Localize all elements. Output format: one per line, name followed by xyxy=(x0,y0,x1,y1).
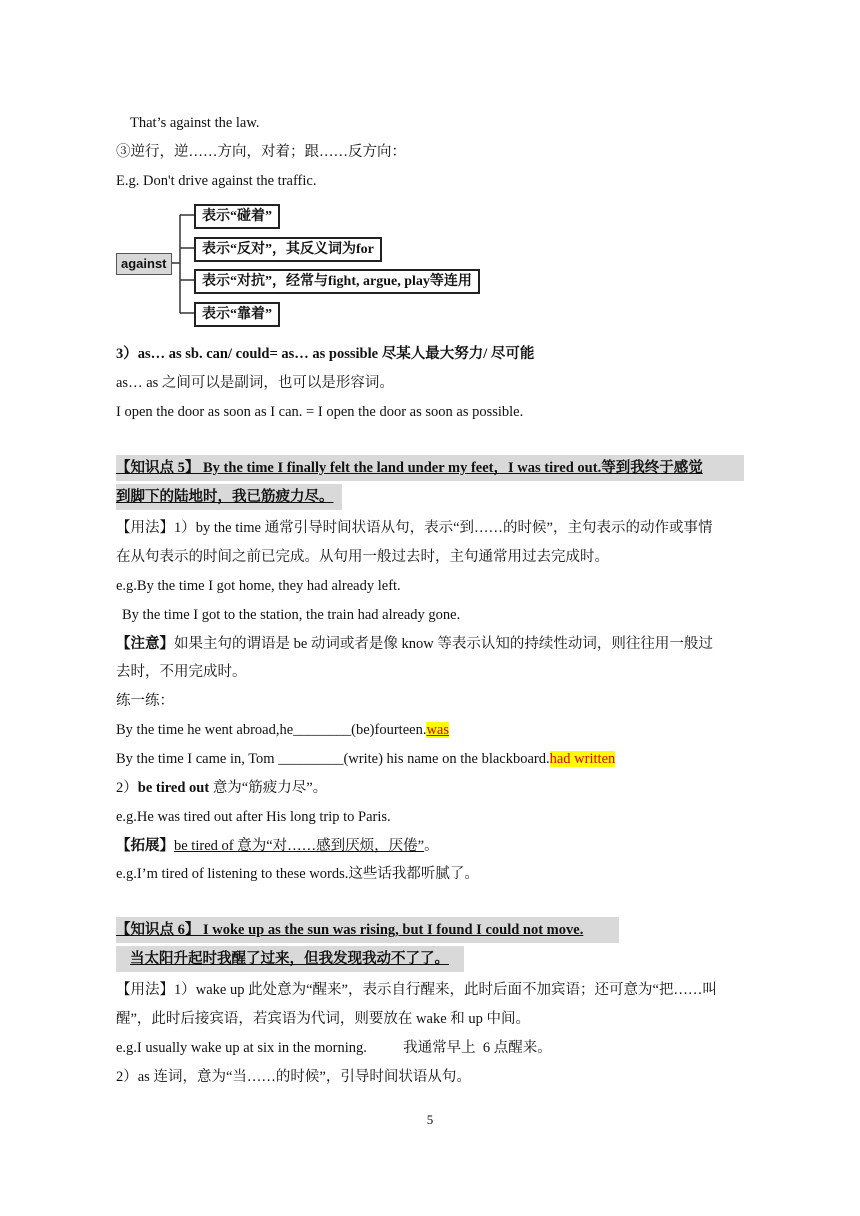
kp6-title-cont: 当太阳升起时我醒了过来，但我发现我动不了了。 xyxy=(116,946,464,972)
kp5-title-cont: 到脚下的陆地时，我已筋疲力尽。 xyxy=(116,484,342,510)
diagram-branch: 表示“靠着” xyxy=(194,302,280,327)
text-line: 去时，不用完成时。 xyxy=(116,664,247,680)
kp5-title: 【知识点 5】 By the time I finally felt the land under my feet，I was tired out.等到我终于感觉 xyxy=(116,455,744,481)
diagram-branch: 表示“碰着” xyxy=(194,204,280,229)
diagram-branch: 表示“对抗”，经常与fight, argue, play等连用 xyxy=(194,269,480,294)
text-line: 【用法】1）wake up 此处意为“醒来”，表示自行醒来，此时后面不加宾语；还可意为“把……叫 xyxy=(116,982,717,998)
note-label: 【注意】 xyxy=(116,636,174,652)
text-line xyxy=(116,778,327,798)
kp6-title: 【知识点 6】 I woke up as the sun was rising, but I found I could not move. xyxy=(116,917,619,943)
text-line: I open the door as soon as I can. = I open the door as soon as possible. xyxy=(116,404,524,420)
phrase-meaning: 意为“筋疲力尽”。 xyxy=(209,780,328,796)
text-line: That’s against the law. xyxy=(130,115,260,131)
example-line: e.g.He was tired out after His long trip to Paris. xyxy=(116,809,391,825)
note-text: 如果主句的谓语是 be 动词或者是像 know 等表示认知的持续性动词，则往往用一般过 xyxy=(174,636,713,652)
note-line xyxy=(116,634,713,654)
text-line: 3）as… as sb. can/ could= as… as possible 尽某人最大努力/ 尽可能 xyxy=(116,346,535,362)
point-number: 2） xyxy=(116,780,138,796)
extension-label: 【拓展】 xyxy=(116,838,174,854)
text-line: 醒”，此时后接宾语，若宾语为代词，则要放在 wake 和 up 中间。 xyxy=(116,1011,531,1027)
text-line: as… as 之间可以是副词，也可以是形容词。 xyxy=(116,375,394,391)
example-line: By the time I got to the station, the train had already gone. xyxy=(122,607,461,623)
exercise-answer: had written xyxy=(549,751,616,767)
extension-text: be tired of 意为“对……感到厌烦，厌倦” xyxy=(174,838,425,854)
page-number: 5 xyxy=(426,1112,434,1127)
extension-line xyxy=(116,836,439,856)
text-line: E.g. Don't drive against the traffic. xyxy=(116,173,317,189)
text-line: 【用法】1）by the time 通常引导时间状语从句，表示“到……的时候”，主句表示的动作或事情 xyxy=(116,520,713,536)
text-line: 练一练： xyxy=(116,693,174,709)
exercise-text: By the time I came in, Tom _________(write) his name on the blackboard. xyxy=(116,751,550,767)
example-line: e.g.I’m tired of listening to these words.这些话我都听腻了。 xyxy=(116,866,479,882)
text-line: ③逆行，逆……方向，对着；跟……反方向： xyxy=(116,144,406,160)
exercise-line xyxy=(116,720,449,740)
extension-end: 。 xyxy=(424,838,439,854)
exercise-text: By the time he went abroad,he________(be)fourteen. xyxy=(116,722,427,738)
example-line: e.g.By the time I got home, they had already left. xyxy=(116,578,401,594)
exercise-line xyxy=(116,749,615,769)
exercise-answer: was xyxy=(426,722,450,738)
text-line: 在从句表示的时间之前已完成。从句用一般过去时，主句通常用过去完成时。 xyxy=(116,549,609,565)
diagram-branch: 表示“反对”，其反义词为for xyxy=(194,237,382,262)
diagram-root: against xyxy=(116,253,172,275)
text-line: 2）as 连词，意为“当……的时候”，引导时间状语从句。 xyxy=(116,1069,471,1085)
phrase: be tired out xyxy=(137,780,210,796)
example-line: e.g.I usually wake up at six in the morning. 我通常早上 6 点醒来。 xyxy=(116,1040,552,1056)
